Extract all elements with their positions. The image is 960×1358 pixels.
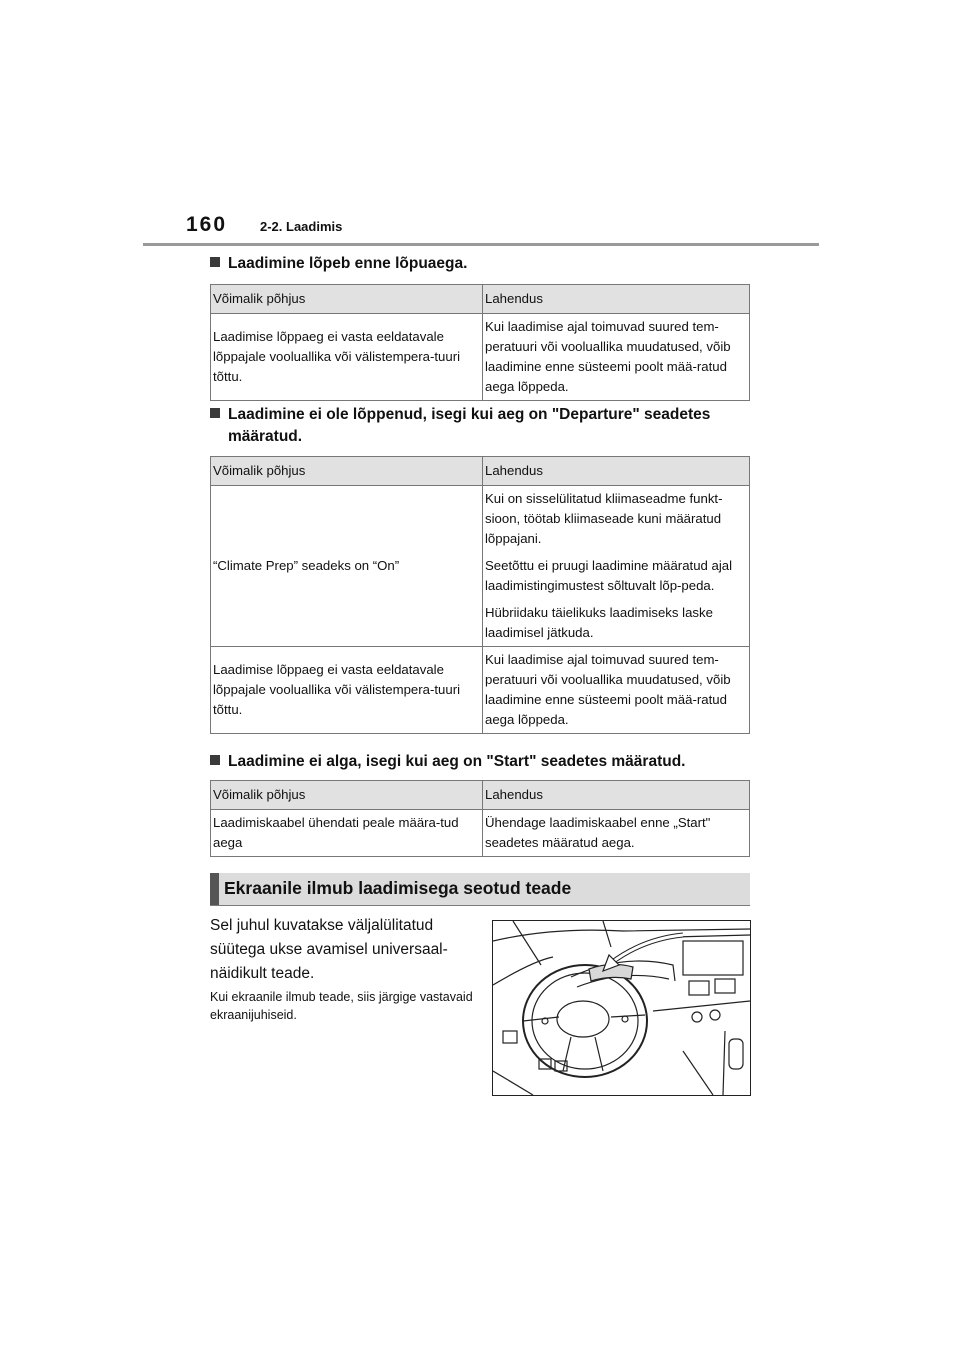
body-paragraph: Sel juhul kuvatakse väljalülitatud süütega ukse avamisel universaal-näidikult teade.: [210, 917, 448, 982]
solution-text: Kui laadimise ajal toimuvad suured tem-peratuuri või vooluallika muudatused, võib laadimine enne süsteemi poolt mää-ratud aega lõppeda.: [485, 652, 731, 727]
solution-cell: [483, 314, 750, 401]
solution-cell: [483, 810, 750, 857]
column-header-solution: Lahendus: [483, 781, 750, 810]
column-header-solution: Lahendus: [483, 285, 750, 314]
column-header-solution: Lahendus: [483, 457, 750, 486]
table-row: [211, 647, 750, 734]
solution-text: Kui laadimise ajal toimuvad suured tem-peratuuri või vooluallika muudatused, võib laadimine enne süsteemi poolt mää-ratud aega lõppeda.: [485, 319, 731, 394]
table-header-row: [211, 457, 750, 486]
page-number: 160: [186, 213, 228, 236]
section-heading: [210, 751, 685, 773]
troubleshooting-table: [210, 456, 750, 734]
heading-text: Laadimine ei alga, isegi kui aeg on "Start" seadetes määratud.: [228, 753, 686, 770]
square-bullet-icon: [210, 755, 220, 765]
solution-text: Kui on sisselülitatud kliimaseadme funkt-sioon, töötab kliimaseade kuni määratud lõppajani.: [485, 491, 723, 546]
cause-cell: Laadimise lõppaeg ei vasta eeldatavale lõppajale vooluallika või välistempera-tuuri tõttu.: [211, 647, 483, 734]
cause-cell: Laadimise lõppaeg ei vasta eeldatavale lõppajale vooluallika või välistempera-tuuri tõttu.: [211, 314, 483, 401]
table-header-row: [211, 285, 750, 314]
table-row: [211, 810, 750, 857]
solution-cell: [483, 647, 750, 734]
solution-cell: [483, 486, 750, 647]
heading-text-continued: määratud.: [228, 428, 303, 445]
banner-title: Ekraanile ilmub laadimisega seotud teade: [224, 878, 572, 898]
cause-cell: Laadimiskaabel ühendati peale määra-tud aega: [211, 810, 483, 857]
solution-text: Seetõttu ei pruugi laadimine määratud ajal laadimistingimustest sõltuvalt lõp-peda.: [485, 558, 733, 593]
square-bullet-icon: [210, 408, 220, 418]
section-label: 2-2. Laadimis: [260, 219, 343, 234]
steering-wheel-illustration: [493, 921, 750, 1095]
cause-cell: “Climate Prep” seadeks on “On”: [211, 486, 483, 647]
column-header-cause: Võimalik põhjus: [211, 781, 483, 810]
column-header-cause: Võimalik põhjus: [211, 457, 483, 486]
banner-accent-bar: [210, 873, 219, 905]
column-header-cause: Võimalik põhjus: [211, 285, 483, 314]
troubleshooting-table: [210, 780, 750, 857]
note-paragraph: Kui ekraanile ilmub teade, siis järgige vastavaid ekraanijuhiseid.: [210, 990, 473, 1022]
table-row: [211, 486, 750, 647]
section-heading: [210, 253, 467, 275]
heading-text: Laadimine ei ole lõppenud, isegi kui aeg on "Departure" seadetes: [228, 406, 711, 423]
table-header-row: [211, 781, 750, 810]
troubleshooting-table: [210, 284, 750, 401]
heading-text: Laadimine lõpeb enne lõpuaega.: [228, 255, 468, 272]
section-heading: [210, 404, 710, 448]
header-divider: [143, 243, 819, 246]
dashboard-illustration: [492, 920, 751, 1096]
section-banner: [210, 873, 750, 906]
solution-text: Hübriidaku täielikuks laadimiseks laske laadimisel jätkuda.: [485, 605, 713, 640]
solution-text: Ühendage laadimiskaabel enne „Start" seadetes määratud aega.: [485, 815, 711, 850]
table-row: [211, 314, 750, 401]
square-bullet-icon: [210, 257, 220, 267]
